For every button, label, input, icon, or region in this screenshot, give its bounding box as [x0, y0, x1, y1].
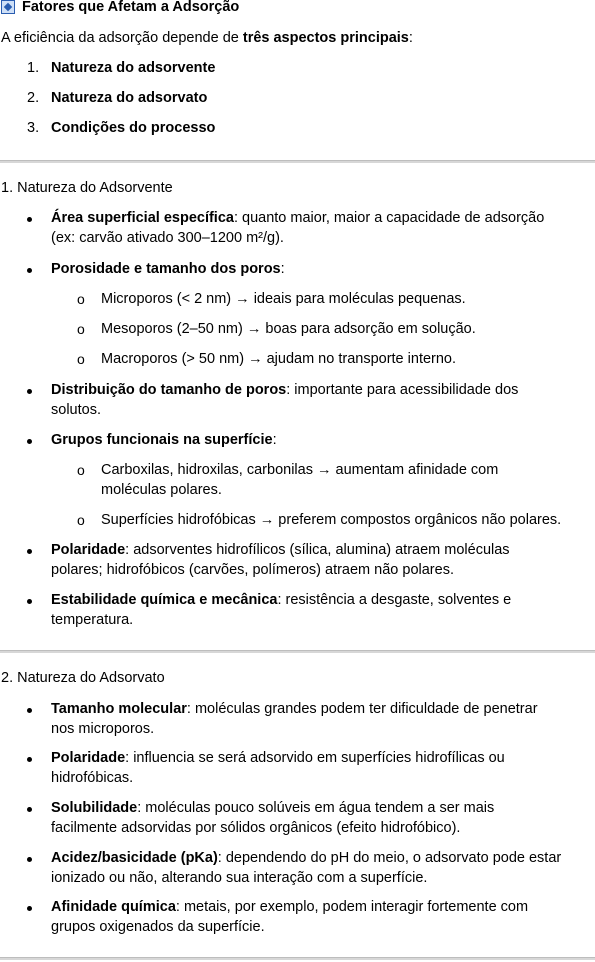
- section-heading: 2. Natureza do Adsorvato: [1, 670, 165, 686]
- bullet: [27, 807, 32, 812]
- sub-bullet-text-cont: moléculas polares.: [101, 482, 222, 498]
- bullet: [27, 268, 32, 273]
- numbered-item-label: Natureza do adsorvato: [51, 90, 208, 106]
- bullet-text: Área superficial específica: quanto maior, maior a capacidade de adsorção: [51, 210, 545, 226]
- bullet: [27, 217, 32, 222]
- section-heading: 1. Natureza do Adsorvente: [1, 180, 173, 196]
- bullet-text: Distribuição do tamanho de poros: importante para acessibilidade dos: [51, 382, 519, 398]
- bullet-text: Tamanho molecular: moléculas grandes podem ter dificuldade de penetrar: [51, 701, 538, 717]
- bullet-text: Polaridade: adsorventes hidrofílicos (sílica, alumina) atraem moléculas: [51, 542, 510, 558]
- sub-bullet-text: Superfícies hidrofóbicas → preferem compostos orgânicos não polares.: [101, 512, 562, 528]
- numbered-item-label: Natureza do adsorvente: [51, 60, 216, 76]
- bullet-text: Afinidade química: metais, por exemplo, podem interagir fortemente com: [51, 899, 529, 915]
- diamond-icon: [1, 0, 15, 14]
- bullet: [27, 549, 32, 554]
- bullet-text-cont: hidrofóbicas.: [51, 770, 134, 786]
- numbered-item-label: Condições do processo: [51, 120, 216, 136]
- bullet: [27, 389, 32, 394]
- bullet: [27, 599, 32, 604]
- bullet-text-cont: facilmente adsorvidas por sólidos orgânicos (efeito hidrofóbico).: [51, 820, 461, 836]
- bullet-text: Grupos funcionais na superfície:: [51, 432, 277, 448]
- bullet-text: Acidez/basicidade (pKa): dependendo do pH do meio, o adsorvato pode estar: [51, 850, 562, 866]
- sub-bullet-text: Macroporos (> 50 nm) → ajudam no transporte interno.: [101, 351, 457, 367]
- bullet-text-cont: (ex: carvão ativado 300–1200 m²/g).: [51, 230, 284, 246]
- bullet-text-cont: temperatura.: [51, 612, 134, 628]
- sub-bullet: o: [77, 512, 85, 528]
- sub-bullet-text: Carboxilas, hidroxilas, carbonilas → aumentam afinidade com: [101, 462, 499, 478]
- bullet-text-cont: solutos.: [51, 402, 101, 418]
- numbered-item-number: 3.: [27, 120, 40, 136]
- bullet: [27, 757, 32, 762]
- bullet-text: Solubilidade: moléculas pouco solúveis em água tendem a ser mais: [51, 800, 495, 816]
- divider: [0, 650, 595, 653]
- bullet: [27, 439, 32, 444]
- sub-bullet-text: Microporos (< 2 nm) → ideais para moléculas pequenas.: [101, 291, 466, 307]
- intro-text: A eficiência da adsorção depende de três aspectos principais:: [1, 30, 413, 46]
- sub-bullet: o: [77, 351, 85, 367]
- sub-bullet: o: [77, 321, 85, 337]
- bullet: [27, 708, 32, 713]
- bullet-text-cont: nos microporos.: [51, 721, 155, 737]
- bullet: [27, 906, 32, 911]
- bullet-text-cont: grupos oxigenados da superfície.: [51, 919, 265, 935]
- bullet-text-cont: polares; hidrofóbicos (carvões, polímeros) atraem não polares.: [51, 562, 454, 578]
- page-title: Fatores que Afetam a Adsorção: [22, 0, 240, 15]
- bullet-text: Estabilidade química e mecânica: resistência a desgaste, solventes e: [51, 592, 512, 608]
- sub-bullet: o: [77, 462, 85, 478]
- bullet-text: Polaridade: influencia se será adsorvido em superfícies hidrofílicas ou: [51, 750, 505, 766]
- bullet: [27, 857, 32, 862]
- sub-bullet: o: [77, 291, 85, 307]
- bullet-text-cont: ionizado ou não, alterando sua interação com a superfície.: [51, 870, 428, 886]
- divider: [0, 957, 595, 960]
- numbered-item-number: 1.: [27, 60, 40, 76]
- numbered-item-number: 2.: [27, 90, 40, 106]
- sub-bullet-text: Mesoporos (2–50 nm) → boas para adsorção em solução.: [101, 321, 476, 337]
- divider: [0, 160, 595, 163]
- bullet-text: Porosidade e tamanho dos poros:: [51, 261, 285, 277]
